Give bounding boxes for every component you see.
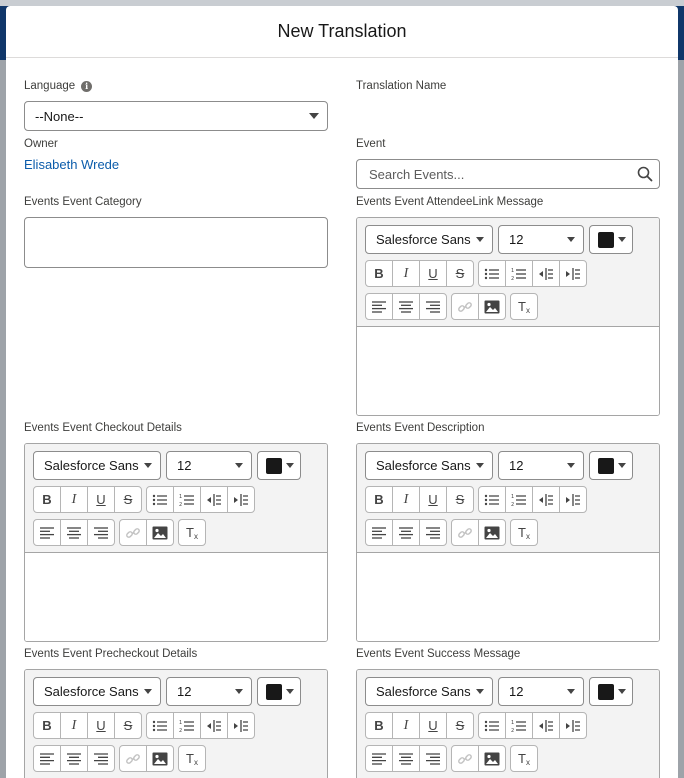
chevron-down-icon xyxy=(144,463,152,468)
numbered-list-icon xyxy=(511,493,527,507)
language-value: --None-- xyxy=(35,108,84,124)
align-center-icon xyxy=(399,753,413,765)
svg-text:1: 1 xyxy=(511,719,515,726)
clear-formatting-button[interactable]: T x xyxy=(510,745,538,772)
strikethrough-button[interactable]: S xyxy=(446,260,474,287)
outdent-icon xyxy=(538,493,554,507)
rich-text-editor xyxy=(356,443,660,642)
indent-button[interactable] xyxy=(227,486,255,513)
align-left-icon xyxy=(40,753,54,765)
image-icon xyxy=(152,752,168,766)
clear-formatting-button[interactable]: T x xyxy=(178,519,206,546)
image-button[interactable] xyxy=(478,745,506,772)
align-right-icon xyxy=(426,301,440,313)
category-label: Events Event Category xyxy=(24,196,142,208)
bulleted-list-icon xyxy=(484,493,500,507)
align-center-button[interactable] xyxy=(392,745,420,772)
rich-text-editor xyxy=(24,669,328,778)
precheckout-details-field xyxy=(24,646,328,778)
image-icon xyxy=(484,752,500,766)
rte-toolbar xyxy=(25,444,327,553)
chevron-down-icon xyxy=(144,689,152,694)
rich-text-editor xyxy=(24,443,328,642)
font-color-picker[interactable] xyxy=(257,677,301,706)
svg-text:1: 1 xyxy=(179,719,183,726)
align-right-icon xyxy=(94,753,108,765)
font-family-select[interactable]: Salesforce Sans xyxy=(365,677,493,706)
chevron-down-icon xyxy=(235,689,243,694)
color-swatch xyxy=(598,684,614,700)
align-right-icon xyxy=(426,753,440,765)
rte-toolbar xyxy=(357,444,659,553)
clear-formatting-icon: x xyxy=(193,532,198,541)
font-size-select[interactable]: 12 xyxy=(498,677,584,706)
image-button[interactable] xyxy=(478,519,506,546)
category-textarea[interactable] xyxy=(24,217,328,268)
numbered-list-icon xyxy=(511,267,527,281)
rte-toolbar xyxy=(357,670,659,778)
bulleted-list-button[interactable] xyxy=(146,486,174,513)
align-right-icon xyxy=(94,527,108,539)
attendee-link-field xyxy=(356,194,660,416)
language-field xyxy=(24,78,328,131)
clear-formatting-icon: x xyxy=(525,532,530,541)
align-center-icon xyxy=(399,301,413,313)
numbered-list-icon xyxy=(179,719,195,733)
link-icon xyxy=(457,299,473,315)
clear-formatting-button[interactable]: T x xyxy=(510,293,538,320)
indent-button[interactable] xyxy=(559,486,587,513)
indent-icon xyxy=(565,267,581,281)
font-family-select[interactable]: Salesforce Sans xyxy=(365,225,493,254)
search-icon xyxy=(637,166,653,182)
font-size-select[interactable]: 12 xyxy=(166,451,252,480)
bulleted-list-icon xyxy=(484,267,500,281)
translation-name-field xyxy=(356,78,446,94)
clear-formatting-button[interactable]: T x xyxy=(178,745,206,772)
chevron-down-icon xyxy=(567,237,575,242)
svg-text:1: 1 xyxy=(179,493,183,500)
clear-formatting-button[interactable]: T x xyxy=(510,519,538,546)
outdent-button[interactable] xyxy=(532,260,560,287)
chevron-down-icon xyxy=(618,463,626,468)
underline-button[interactable]: U xyxy=(419,486,447,513)
align-right-button[interactable] xyxy=(419,293,447,320)
link-button[interactable] xyxy=(451,519,479,546)
underline-button[interactable]: U xyxy=(419,260,447,287)
outdent-button[interactable] xyxy=(200,486,228,513)
svg-text:2: 2 xyxy=(179,501,183,507)
align-right-icon xyxy=(426,527,440,539)
chevron-down-icon xyxy=(286,463,294,468)
precheckout-details-label: Events Event Precheckout Details xyxy=(24,648,198,660)
align-right-button[interactable] xyxy=(87,745,115,772)
modal-body xyxy=(6,58,678,778)
color-swatch xyxy=(598,458,614,474)
clear-formatting-icon: x xyxy=(193,758,198,767)
chevron-down-icon xyxy=(476,237,484,242)
svg-text:1: 1 xyxy=(511,267,515,274)
underline-button[interactable]: U xyxy=(87,712,115,739)
owner-field xyxy=(24,136,119,172)
strikethrough-button[interactable]: S xyxy=(446,486,474,513)
underline-button[interactable]: U xyxy=(419,712,447,739)
image-icon xyxy=(152,526,168,540)
indent-icon xyxy=(233,719,249,733)
italic-button[interactable]: I xyxy=(60,486,88,513)
clear-formatting-icon: x xyxy=(525,306,530,315)
success-message-label: Events Event Success Message xyxy=(356,648,521,660)
bulleted-list-button[interactable] xyxy=(478,486,506,513)
link-icon xyxy=(457,525,473,541)
numbered-list-button[interactable] xyxy=(505,260,533,287)
rte-content-area[interactable] xyxy=(25,553,327,641)
indent-icon xyxy=(233,493,249,507)
font-size-select[interactable]: 12 xyxy=(498,451,584,480)
event-search-placeholder: Search Events... xyxy=(369,166,465,182)
chevron-down-icon xyxy=(235,463,243,468)
numbered-list-icon xyxy=(179,493,195,507)
align-center-icon xyxy=(67,527,81,539)
event-label: Event xyxy=(356,138,386,150)
font-color-picker[interactable] xyxy=(589,225,633,254)
link-icon xyxy=(457,751,473,767)
image-button[interactable] xyxy=(478,293,506,320)
bulleted-list-icon xyxy=(152,719,168,733)
italic-button[interactable]: I xyxy=(392,712,420,739)
color-swatch xyxy=(266,458,282,474)
svg-text:1: 1 xyxy=(511,493,515,500)
owner-label: Owner xyxy=(24,138,58,150)
rte-content-area[interactable] xyxy=(357,327,659,415)
info-icon[interactable]: i xyxy=(81,81,92,92)
italic-button[interactable]: I xyxy=(392,486,420,513)
font-family-select[interactable]: Salesforce Sans xyxy=(365,451,493,480)
align-left-button[interactable] xyxy=(365,293,393,320)
align-center-button[interactable] xyxy=(392,293,420,320)
align-left-icon xyxy=(40,527,54,539)
chevron-down-icon xyxy=(476,689,484,694)
outdent-button[interactable] xyxy=(532,486,560,513)
rte-toolbar xyxy=(25,670,327,778)
clear-formatting-icon: x xyxy=(525,758,530,767)
italic-button[interactable]: I xyxy=(60,712,88,739)
align-right-button[interactable] xyxy=(87,519,115,546)
align-center-button[interactable] xyxy=(60,519,88,546)
align-left-button[interactable] xyxy=(365,745,393,772)
indent-icon xyxy=(565,493,581,507)
rich-text-editor xyxy=(356,217,660,416)
align-left-icon xyxy=(372,753,386,765)
align-right-button[interactable] xyxy=(419,745,447,772)
bulleted-list-icon xyxy=(152,493,168,507)
checkout-details-field xyxy=(24,420,328,642)
owner-link[interactable]: Elisabeth Wrede xyxy=(24,157,120,172)
bulleted-list-icon xyxy=(484,719,500,733)
translation-name-label: Translation Name xyxy=(356,80,447,92)
chevron-down-icon xyxy=(567,689,575,694)
align-left-icon xyxy=(372,301,386,313)
italic-button[interactable]: I xyxy=(392,260,420,287)
modal-title: New Translation xyxy=(277,21,407,41)
strikethrough-button[interactable]: S xyxy=(114,486,142,513)
modal-header xyxy=(6,6,678,58)
align-left-button[interactable] xyxy=(365,519,393,546)
language-select[interactable] xyxy=(24,101,328,131)
chevron-down-icon xyxy=(476,463,484,468)
align-center-icon xyxy=(67,753,81,765)
bold-button[interactable]: B xyxy=(365,712,393,739)
bold-button[interactable]: B xyxy=(365,486,393,513)
align-right-button[interactable] xyxy=(419,519,447,546)
description-field xyxy=(356,420,660,642)
numbered-list-button[interactable] xyxy=(505,712,533,739)
font-size-select[interactable]: 12 xyxy=(166,677,252,706)
align-left-icon xyxy=(372,527,386,539)
attendee-link-label: Events Event AttendeeLink Message xyxy=(356,196,544,208)
chevron-down-icon xyxy=(286,689,294,694)
bold-button[interactable]: B xyxy=(33,486,61,513)
rte-toolbar xyxy=(357,218,659,327)
language-label: Language xyxy=(24,80,76,92)
svg-text:2: 2 xyxy=(179,727,183,733)
bulleted-list-button[interactable] xyxy=(146,712,174,739)
svg-text:2: 2 xyxy=(511,275,515,281)
color-swatch xyxy=(266,684,282,700)
outdent-icon xyxy=(538,719,554,733)
outdent-icon xyxy=(206,493,222,507)
image-icon xyxy=(484,526,500,540)
font-family-select[interactable]: Salesforce Sans xyxy=(33,451,161,480)
font-color-picker[interactable] xyxy=(257,451,301,480)
font-family-select[interactable]: Salesforce Sans xyxy=(33,677,161,706)
outdent-icon xyxy=(538,267,554,281)
font-color-picker[interactable] xyxy=(589,677,633,706)
link-button[interactable] xyxy=(451,293,479,320)
align-center-button[interactable] xyxy=(60,745,88,772)
image-button[interactable] xyxy=(146,745,174,772)
indent-button[interactable] xyxy=(227,712,255,739)
color-swatch xyxy=(598,232,614,248)
align-center-icon xyxy=(399,527,413,539)
font-color-picker[interactable] xyxy=(589,451,633,480)
svg-text:2: 2 xyxy=(511,501,515,507)
strikethrough-button[interactable]: S xyxy=(446,712,474,739)
outdent-button[interactable] xyxy=(532,712,560,739)
bulleted-list-button[interactable] xyxy=(478,260,506,287)
numbered-list-icon xyxy=(511,719,527,733)
chevron-down-icon xyxy=(618,689,626,694)
align-left-button[interactable] xyxy=(33,745,61,772)
indent-button[interactable] xyxy=(559,712,587,739)
bold-button[interactable]: B xyxy=(33,712,61,739)
numbered-list-button[interactable] xyxy=(173,712,201,739)
strikethrough-button[interactable]: S xyxy=(114,712,142,739)
numbered-list-button[interactable] xyxy=(173,486,201,513)
chevron-down-icon xyxy=(618,237,626,242)
checkout-details-label: Events Event Checkout Details xyxy=(24,422,182,434)
rich-text-editor xyxy=(356,669,660,778)
chevron-down-icon xyxy=(567,463,575,468)
outdent-icon xyxy=(206,719,222,733)
category-field xyxy=(24,194,328,268)
indent-button[interactable] xyxy=(559,260,587,287)
outdent-button[interactable] xyxy=(200,712,228,739)
bold-button[interactable]: B xyxy=(365,260,393,287)
link-button[interactable] xyxy=(451,745,479,772)
rte-content-area[interactable] xyxy=(357,553,659,641)
link-icon xyxy=(125,525,141,541)
numbered-list-button[interactable] xyxy=(505,486,533,513)
underline-button[interactable]: U xyxy=(87,486,115,513)
link-button[interactable] xyxy=(119,519,147,546)
image-icon xyxy=(484,300,500,314)
chevron-down-icon xyxy=(309,113,319,119)
align-left-button[interactable] xyxy=(33,519,61,546)
bulleted-list-button[interactable] xyxy=(478,712,506,739)
indent-icon xyxy=(565,719,581,733)
svg-text:2: 2 xyxy=(511,727,515,733)
event-field xyxy=(356,136,660,189)
font-size-select[interactable]: 12 xyxy=(498,225,584,254)
image-button[interactable] xyxy=(146,519,174,546)
description-label: Events Event Description xyxy=(356,422,485,434)
link-icon xyxy=(125,751,141,767)
success-message-field xyxy=(356,646,660,778)
link-button[interactable] xyxy=(119,745,147,772)
align-center-button[interactable] xyxy=(392,519,420,546)
new-translation-modal xyxy=(6,6,678,778)
event-search-input[interactable] xyxy=(356,159,660,189)
